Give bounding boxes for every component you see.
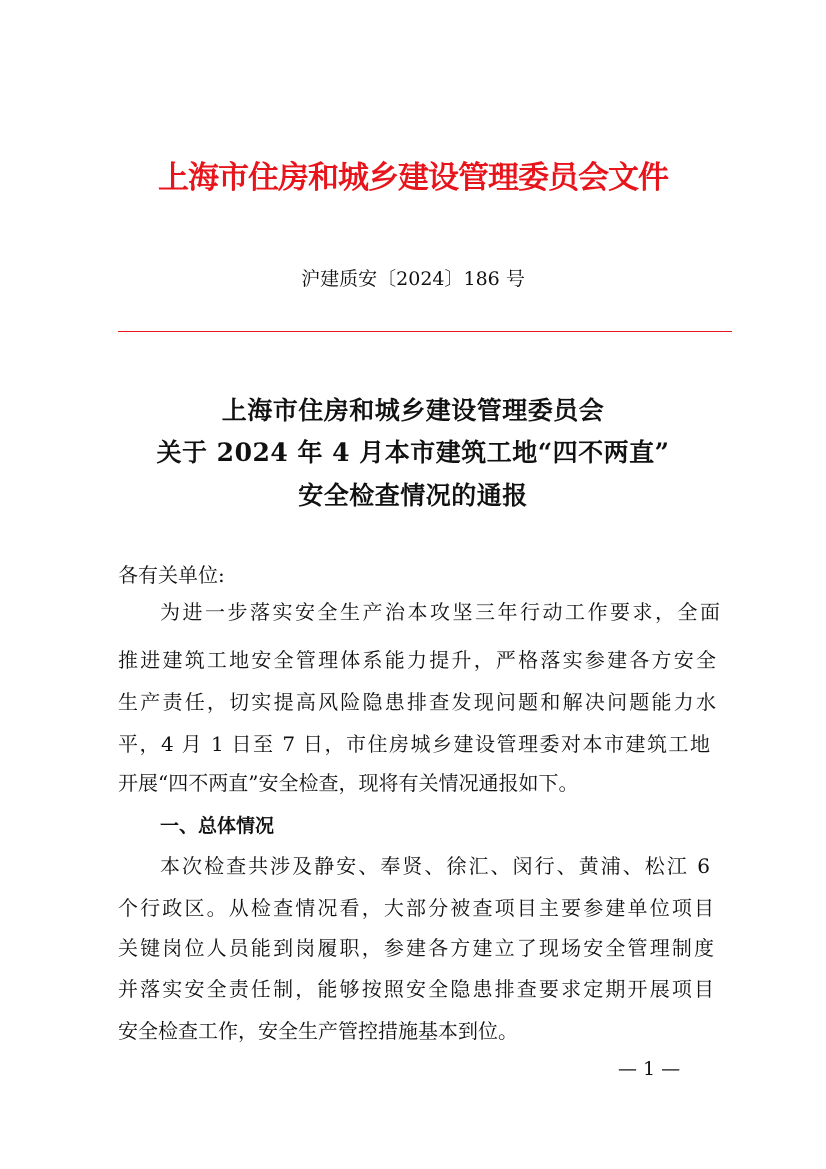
paragraph-line: 本次检查共涉及静安、奉贤、徐汇、闵行、黄浦、松江 6	[160, 854, 710, 878]
paragraph-line: 个行政区。从检查情况看，大部分被查项目主要参建单位项目	[118, 896, 714, 920]
issuer-header-title: 上海市住房和城乡建设管理委员会文件	[158, 160, 668, 196]
page-number: — 1 —	[618, 1058, 681, 1080]
document-number: 沪建质安〔2024〕186 号	[301, 268, 525, 290]
paragraph-line: 推进建筑工地安全管理体系能力提升，严格落实参建各方安全	[118, 648, 716, 672]
notice-title-line-3: 安全检查情况的通报	[298, 481, 528, 510]
paragraph-line: 开展“四不两直”安全检查，现将有关情况通报如下。	[118, 771, 579, 795]
red-separator-rule	[118, 331, 732, 332]
paragraph-line: 并落实安全责任制，能够按照安全隐患排查要求定期开展项目	[118, 977, 714, 1001]
paragraph-line: 生产责任，切实提高风险隐患排查发现问题和解决问题能力水	[118, 690, 716, 714]
notice-title-line-1: 上海市住房和城乡建设管理委员会	[221, 396, 605, 425]
paragraph-line: 为进一步落实安全生产治本攻坚三年行动工作要求，全面	[160, 600, 720, 624]
paragraph-line: 安全检查工作，安全生产管控措施基本到位。	[118, 1019, 518, 1043]
salutation: 各有关单位:	[118, 563, 225, 587]
notice-title-line-2: 关于 2024 年 4 月本市建筑工地“四不两直”	[156, 438, 670, 467]
paragraph-line: 平，4 月 1 日至 7 日，市住房城乡建设管理委对本市建筑工地	[118, 732, 710, 756]
section-heading: 一、总体情况	[160, 815, 275, 837]
paragraph-line: 关键岗位人员能到岗履职，参建各方建立了现场安全管理制度	[118, 936, 714, 960]
